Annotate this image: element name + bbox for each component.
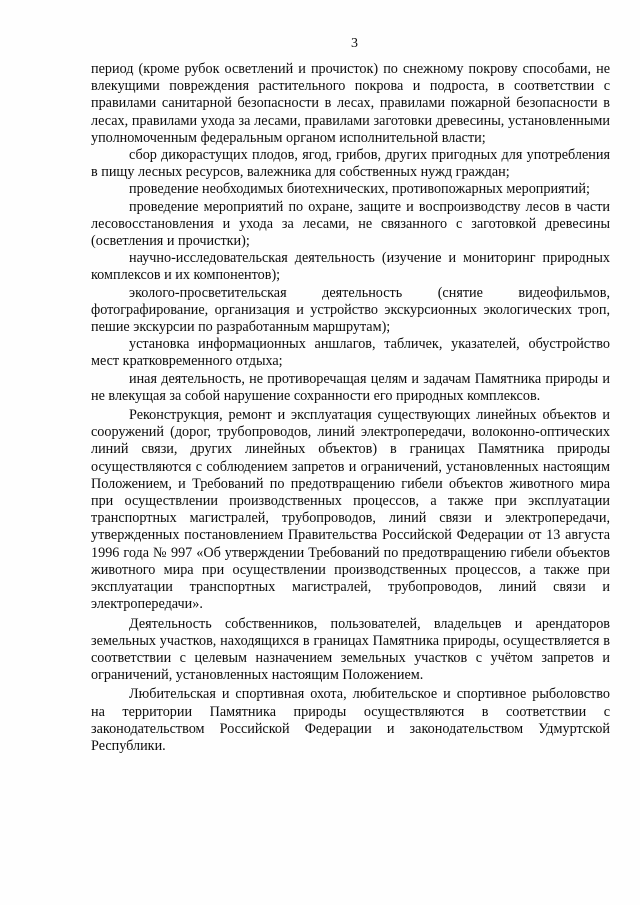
paragraph-other-activity: иная деятельность, не противоречащая целям и задачам Памятника природы и не влекущая за собой нарушение сохранности его природных комплексов. — [91, 370, 610, 404]
page-number: 3 — [351, 36, 358, 51]
paragraph-gathering: сбор дикорастущих плодов, ягод, грибов, других пригодных для употребления в пищу лесных ресурсов, валежника для собственных нужд граждан; — [91, 147, 610, 181]
paragraph-harvest-continuation: период (кроме рубок осветлений и прочисток) по снежному покрову способами, не влекущими повреждения растительного покрова и подроста, в соответствии с правилами санитарной безопасности в лесах, правилами пожарной безопасности в лесах, правилами ухода за лесами, правилами заготовки древесины, установленными уполномоченным федеральным органом исполнительной власти; — [91, 61, 610, 146]
paragraph-hunting-fishing: Любительская и спортивная охота, любительское и спортивное рыболовство на территории Памятника природы осуществляются в соответствии с законодательством Российской Федерации и законодательством Удмуртской Республики. — [91, 686, 610, 754]
paragraph-land-owners: Деятельность собственников, пользователей, владельцев и арендаторов земельных участков, находящихся в границах Памятника природы, осуществляется в соответствии с целевым назначением земельных участков с учётом запретов и ограничений, установленных настоящим Положением. — [91, 615, 610, 684]
paragraph-forest-protection: проведение мероприятий по охране, защите и воспроизводству лесов в части лесовосстановления и ухода за лесами, не связанного с заготовкой древесины (осветления и прочистки); — [91, 198, 610, 250]
paragraph-ecological-education: эколого-просветительская деятельность (снятие видеофильмов, фотографирование, организация и устройство экскурсионных экологических троп, пешие экскурсии по разработанным маршрутам); — [91, 284, 610, 336]
paragraph-research: научно-исследовательская деятельность (изучение и мониторинг природных комплексов и их компонентов); — [91, 250, 610, 284]
paragraph-signage: установка информационных аншлагов, табличек, указателей, обустройство мест кратковременного отдыха; — [91, 336, 610, 370]
body-text — [91, 61, 610, 755]
paragraph-linear-objects: Реконструкция, ремонт и эксплуатация существующих линейных объектов и сооружений (дорог, трубопроводов, линий электропередачи, волоконно-оптических линий связи, других линейных объектов) в границах Памятника природы осуществляются с соблюдением запретов и ограничений, установленных настоящим Положением, и Требований по предотвращению гибели объектов животного мира при осуществлении производственных процессов, а также при эксплуатации транспортных магистралей, трубопроводов, линий связи и электропередачи, утвержденных постановлением Правительства Российской Федерации от 13 августа 1996 года № 997 «Об утверждении Требований по предотвращению гибели объектов животного мира при осуществлении производственных процессов, а также при эксплуатации транспортных магистралей, трубопроводов, линий связи и электропередачи». — [91, 407, 610, 613]
paragraph-biotechnical-measures: проведение необходимых биотехнических, противопожарных мероприятий; — [129, 181, 590, 198]
